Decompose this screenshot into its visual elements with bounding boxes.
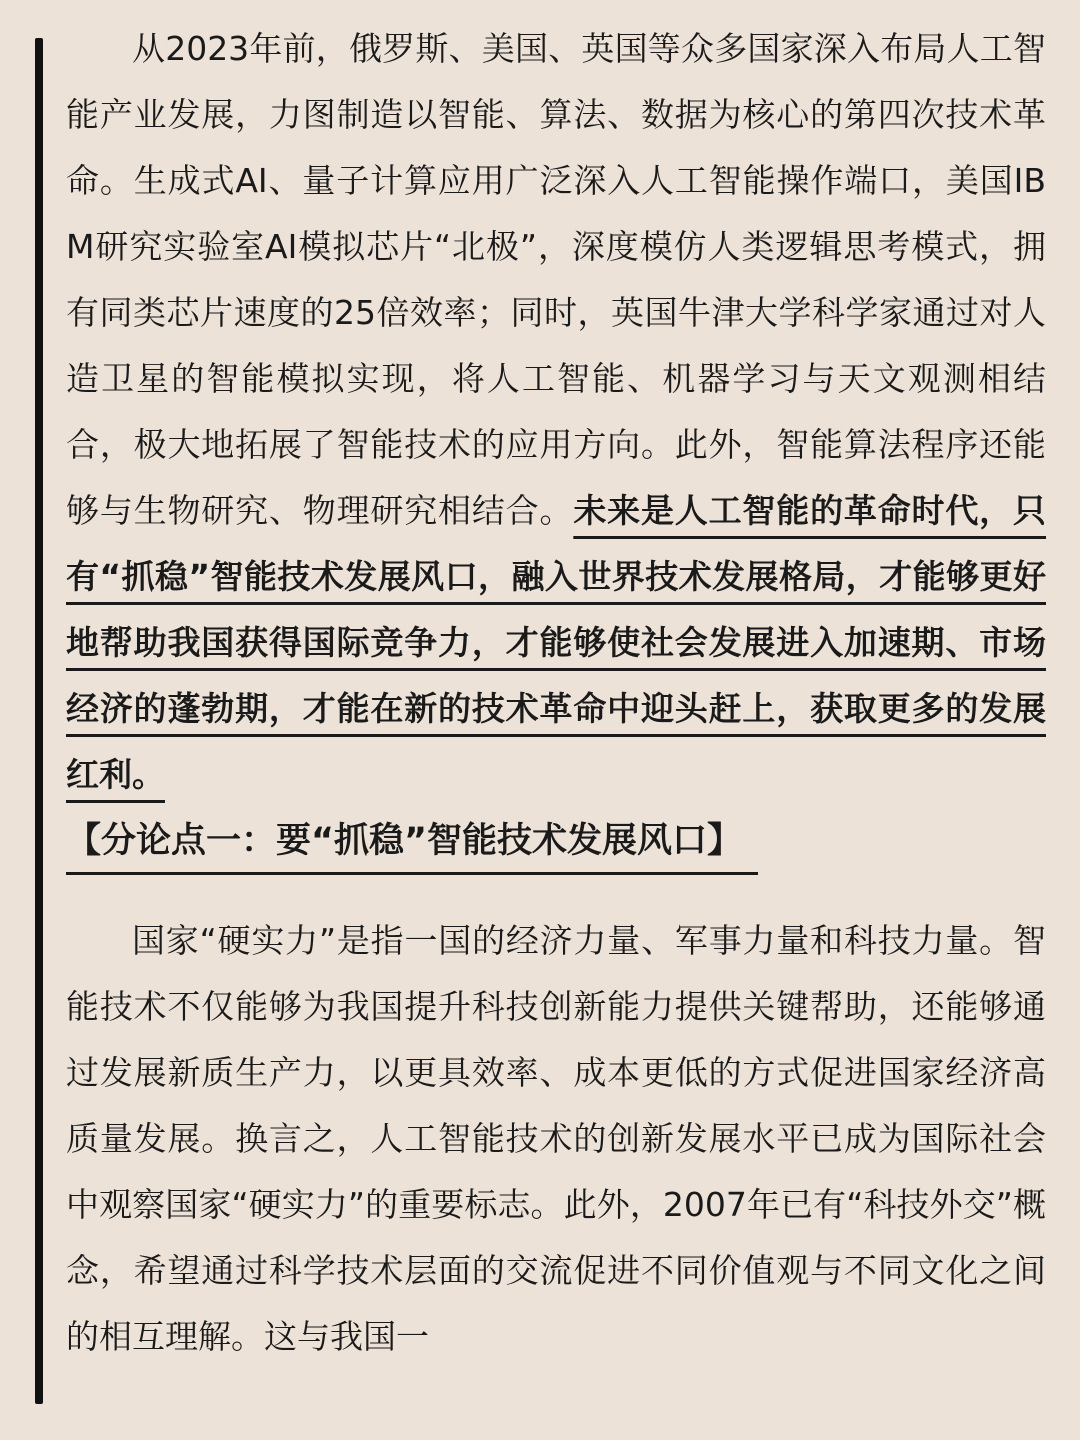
paragraph-2: 国家“硬实力”是指一国的经济力量、军事力量和科技力量。智能技术不仅能够为我国提升科技创新能力提供关键帮助，还能够通过发展新质生产力，以更具效率、成本更低的方式促进国家经济高质量发展。换言之，人工智能技术的创新发展水平已成为国际社会中观察国家“硬实力”的重要标志。此外，2007年已有“科技外交”概念，希望通过科学技术层面的交流促进不同价值观与不同文化之间的相互理解。这与我国一	[66, 921, 1046, 1356]
left-margin-bar	[35, 38, 43, 1404]
subheading: 【分论点一：要“抓稳”智能技术发展风口】	[66, 810, 758, 875]
emphasis-text	[66, 491, 1046, 794]
paragraph-1-text: 从2023年前，俄罗斯、美国、英国等众多国家深入布局人工智能产业发展，力图制造以智能、算法、数据为核心的第四次技术革命。生成式AI、量子计算应用广泛深入人工智能操作端口，美国IBM研究实验室AI模拟芯片“北极”，深度模仿人类逻辑思考模式，拥有同类芯片速度的25倍效率；同时，英国牛津大学科学家通过对人造卫星的智能模拟实现，将人工智能、机器学习与天文观测相结合，极大地拓展了智能技术的应用方向。此外，智能算法程序还能够与生物研究、物理研究相结合。	[66, 29, 1046, 530]
article-body	[66, 16, 1046, 1370]
paragraph-1	[66, 16, 1046, 808]
emphasis-underlined: 未来是人工智能的革命时代，只有“抓稳”智能技术发展风口，融入世界技术发展格局，才能够更好地帮助我国获得国际竞争力，才能够使社会发展进入加速期、市场经济的蓬勃期，才能在新的技术革命中迎头赶上，获取更多的发展红利。	[66, 491, 1047, 794]
